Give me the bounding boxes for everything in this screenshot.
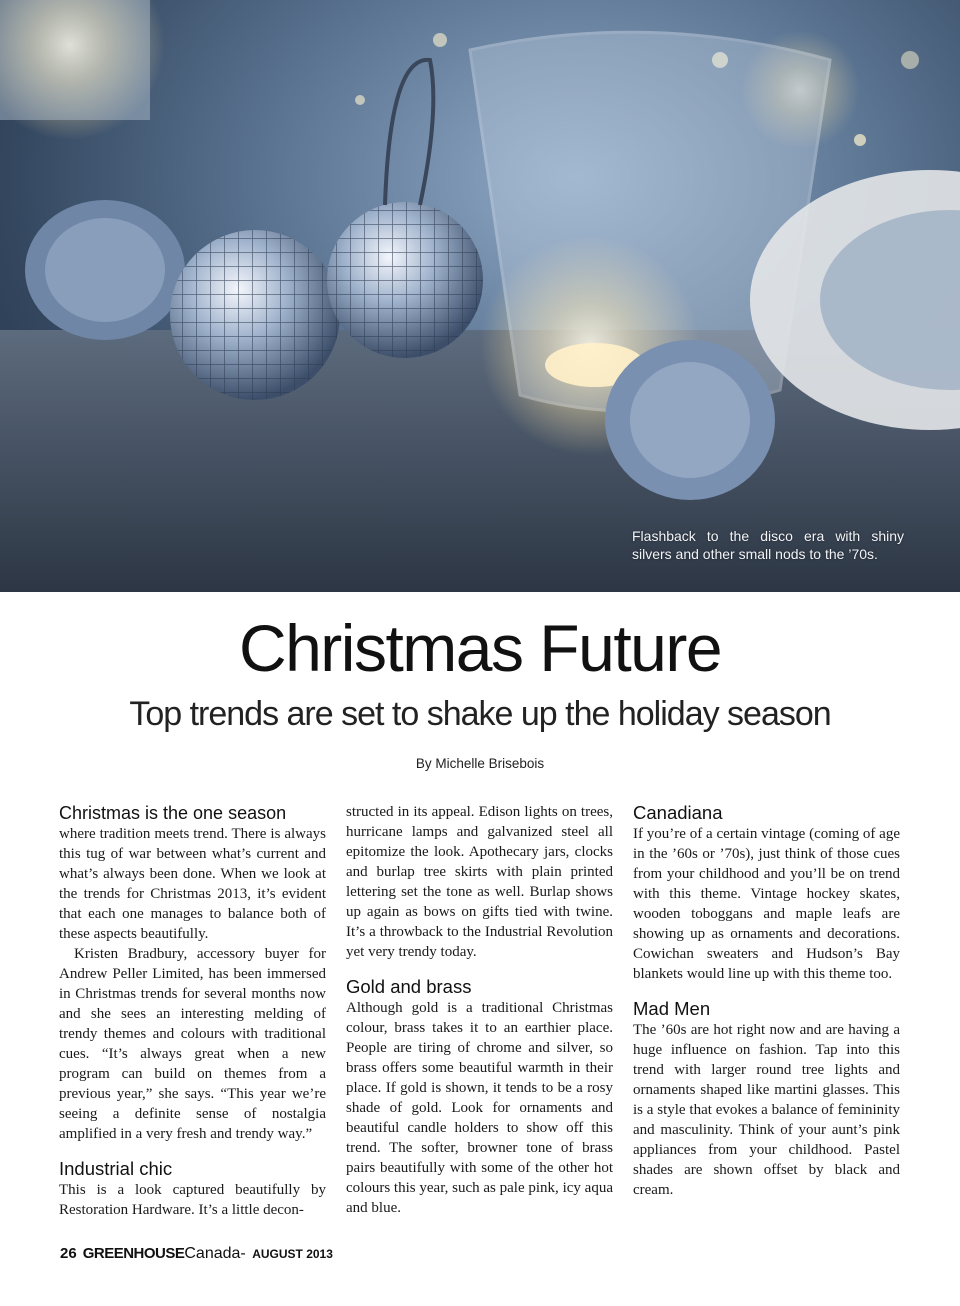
lead-heading: Christmas is the one season [59, 803, 287, 823]
paragraph: If you’re of a certain vintage (coming of age in the ’60s or ’70s), just think of those cues from your childhood and you’ll be on trend with this theme. Vintage hockey skates, wooden toboggans and maple leafs are showing up as ornaments and decorations. Cowichan sweaters and Hudson’s Bay blankets would line up with this theme too. [633, 826, 900, 982]
magazine-name-bold: GREENHOUSE [82, 1245, 185, 1262]
column-1 [59, 802, 326, 1220]
page-footer [60, 1245, 333, 1263]
paragraph: structed in its appeal. Edison lights on trees, hurricane lamps and galvanized steel all epitomize the look. Apothecary jars, clocks and burlap tree skirts with plain printed lettering set the tone as well. Burlap shows up again as bows on gifts tied with twine. It’s a throwback to the Industrial Revolution yet very trendy today. [346, 804, 613, 960]
christmas-ornaments-photo [0, 0, 960, 592]
section-heading-mad-men: Mad Men [633, 998, 711, 1019]
paragraph: The ’60s are hot right now and are having a huge influence on fashion. Tap into this trend with larger round tree lights and ornaments shaped like martini glasses. This is a style that evokes a balance of femininity and masculinity. Think of your aunt’s pink appliances from your childhood. Pastel shades are shown offset by black and cream. [633, 1022, 900, 1198]
column-2 [346, 802, 613, 1218]
magazine-name-light: Canada [184, 1245, 241, 1262]
hero-photo [0, 0, 960, 592]
paragraph: where tradition meets trend. There is always this tug of war between what’s current and what’s always been done. When we look at the trends for Christmas 2013, it’s evident that each one manages to balance both of these aspects beautifully. [59, 826, 326, 942]
byline: By Michelle Brisebois [415, 756, 545, 771]
section-heading-canadiana: Canadiana [633, 802, 723, 823]
photo-caption: Flashback to the disco era with shiny silvers and other small nods to the ’70s. [632, 528, 904, 562]
section-heading-gold-and-brass: Gold and brass [346, 976, 472, 997]
section-heading-industrial-chic: Industrial chic [59, 1158, 173, 1179]
article-title: Christmas Future [238, 611, 722, 685]
paragraph: Although gold is a traditional Christmas colour, brass takes it to an earthier place. People are tiring of chrome and silver, so brass offers some beautiful warmth in their place. If gold is shown, it tends to be a rosy shade of gold. Look for ornaments and beautiful candle holders to show off this trend. The softer, browner tone of brass pairs beautifully with some of the other hot colours this year, such as pale pink, icy aqua and blue. [346, 1000, 613, 1216]
page-number: 26 [60, 1245, 77, 1262]
footer-separator: - [240, 1245, 246, 1262]
column-3 [633, 802, 900, 1200]
paragraph: Kristen Bradbury, accessory buyer for Andrew Peller Limited, has been immersed in Christmas trends for several months now and she sees an interesting melding of trendy themes and colours with traditional cues. “It’s always great when a new program can build on themes from a previous year,” she says. “This year we’re seeing a definite sense of nostalgia amplified in a very fresh and trendy way.” [59, 946, 326, 1142]
issue-date: AUGUST 2013 [252, 1247, 333, 1261]
article-subtitle: Top trends are set to shake up the holiday season [129, 695, 831, 733]
paragraph: This is a look captured beautifully by Restoration Hardware. It’s a little decon- [59, 1182, 326, 1218]
